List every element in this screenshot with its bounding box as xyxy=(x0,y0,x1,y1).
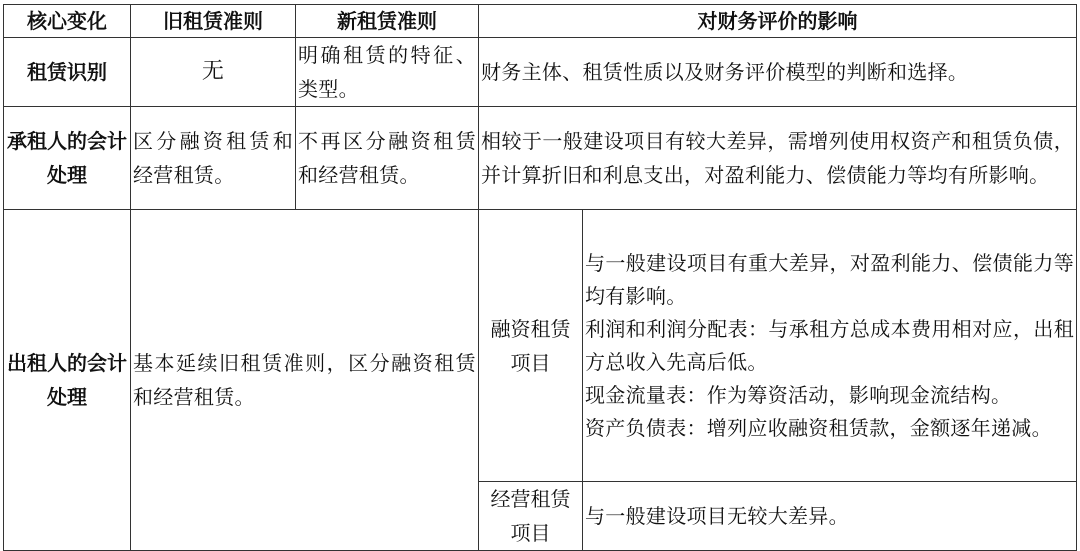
row-label-lessor-accounting: 出租人的会计处理 xyxy=(4,210,131,551)
rule-lessor-accounting: 基本延续旧租赁准则，区分融资租赁和经营租赁。 xyxy=(131,210,479,551)
impact-finance-lease-cash-flow: 现金流量表：作为筹资活动，影响现金流结构。 xyxy=(585,382,1012,407)
header-financial-impact: 对财务评价的影响 xyxy=(479,5,1077,38)
old-rule-lease-identification: 无 xyxy=(131,38,296,107)
table-row-lease-identification xyxy=(4,38,1077,107)
header-core-change: 核心变化 xyxy=(4,5,131,38)
new-rule-lessee-accounting: 不再区分融资租赁和经营租赁。 xyxy=(296,107,479,210)
header-new-rule: 新租赁准则 xyxy=(296,5,479,38)
sub-label-operating-lease: 经营租赁项目 xyxy=(479,482,583,551)
new-rule-lease-identification: 明确租赁的特征、类型。 xyxy=(296,38,479,107)
header-old-rule: 旧租赁准则 xyxy=(131,5,296,38)
impact-operating-lease: 与一般建设项目无较大差异。 xyxy=(583,482,1077,551)
impact-lease-identification: 财务主体、租赁性质以及财务评价模型的判断和选择。 xyxy=(479,38,1077,107)
impact-finance-lease-income-statement: 利润和利润分配表：与承租方总成本费用相对应，出租方总收入先高后低。 xyxy=(585,316,1074,374)
header-row xyxy=(4,5,1077,38)
row-label-lessee-accounting: 承租人的会计处理 xyxy=(4,107,131,210)
impact-finance-lease xyxy=(583,210,1077,482)
impact-finance-lease-balance-sheet: 资产负债表：增列应收融资租赁款，金额逐年递减。 xyxy=(585,415,1052,440)
sub-label-finance-lease: 融资租赁项目 xyxy=(479,210,583,482)
lease-standard-comparison-table xyxy=(3,4,1077,551)
impact-finance-lease-general: 与一般建设项目有重大差异，对盈利能力、偿债能力等均有影响。 xyxy=(585,250,1074,308)
table-row-lessor-finance-lease xyxy=(4,210,1077,482)
table-row-lessee-accounting xyxy=(4,107,1077,210)
row-label-lease-identification: 租赁识别 xyxy=(4,38,131,107)
old-rule-lessee-accounting: 区分融资租赁和经营租赁。 xyxy=(131,107,296,210)
impact-lessee-accounting: 相较于一般建设项目有较大差异，需增列使用权资产和租赁负债，并计算折旧和利息支出，对盈利能力、偿债能力等均有所影响。 xyxy=(479,107,1077,210)
